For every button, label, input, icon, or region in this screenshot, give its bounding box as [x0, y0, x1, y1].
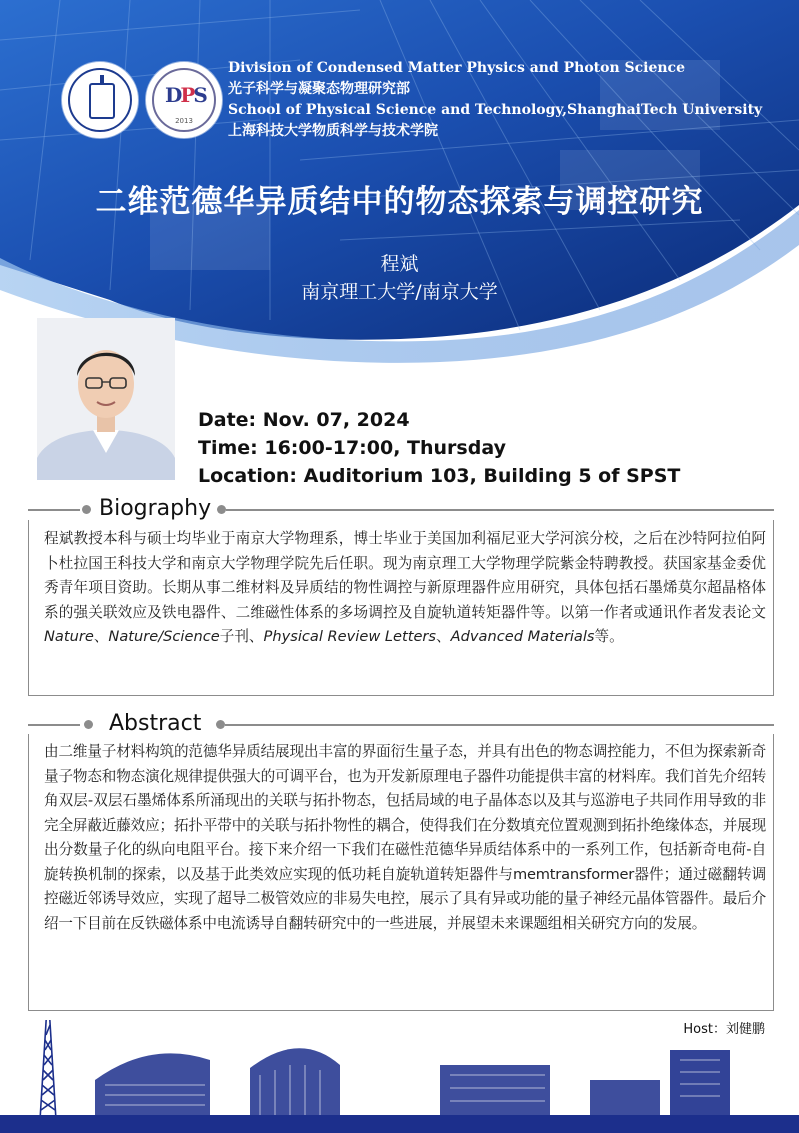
bio-bullet-right-icon [217, 505, 226, 514]
talk-date: Date: Nov. 07, 2024 [198, 409, 410, 431]
bio-journal-2: Nature/Science [108, 628, 220, 645]
talk-location: Location: Auditorium 103, Building 5 of SPST [198, 465, 681, 487]
speaker-name: 程斌 [380, 253, 419, 275]
bio-journal-4: Advanced Materials [450, 628, 595, 645]
bio-header-line-left [28, 509, 80, 511]
university-seal-logo [62, 62, 138, 138]
speaker-photo [37, 318, 175, 480]
dps-logo [146, 62, 222, 138]
dps-year: 2013 [175, 117, 193, 125]
header-banner [0, 0, 799, 370]
bio-sep-2: 、 [436, 628, 451, 645]
talk-title: 二维范德华异质结中的物态探索与调控研究 [95, 184, 704, 220]
bio-text-part-1: 程斌教授本科与硕士均毕业于南京大学物理系，博士毕业于美国加利福尼亚大学河滨分校，之后在沙特阿拉伯阿卜杜拉国王科技大学和南京大学物理学院先后任职。现为南京理工大学物理学院紫金特聘教授。获国家基金委优秀青年项目资助。长期从事二维材料及异质结的物性调控与新原理器件应用研究，具体包括石墨烯莫尔超晶格体系的强关联效应及铁电器件、二维磁性体系的多场调控及自旋轨道转矩器件等。以第一作者或通讯作者发表论文 [44, 530, 766, 621]
abstract-heading: Abstract [109, 711, 202, 736]
speaker-affiliation: 南京理工大学/南京大学 [301, 281, 498, 303]
dps-mark: DPS [165, 83, 206, 107]
abs-bullet-right-icon [216, 720, 225, 729]
talk-info [198, 406, 680, 490]
campus-skyline-icon [0, 1020, 799, 1133]
bio-text-part-3: 等。 [594, 628, 624, 645]
school-line-cn: 上海科技大学物质科学与技术学院 [228, 123, 438, 139]
bio-bullet-left-icon [82, 505, 91, 514]
seal-building-icon [89, 83, 115, 119]
bio-text-part-2: 子刊、 [219, 628, 264, 645]
host-label: Host：刘健鹏 [683, 1022, 765, 1037]
bio-journal-1: Nature [44, 628, 94, 645]
abs-header-line-left [28, 724, 80, 726]
department-block [228, 58, 762, 142]
abstract-text: 由二维量子材料构筑的范德华异质结展现出丰富的界面衍生量子态，并具有出色的物态调控能力，不但为探索新奇量子物态和物态演化规律提供强大的可调平台，也为开发新原理电子器件功能提供丰富的材料库。我们首先介绍转角双层-双层石墨烯体系所涌现出的关联与拓扑物态，包括局域的电子晶体态以及其与巡游电子共同作用导致的非完全屏蔽近藤效应；拓扑平带中的关联与拓扑物性的耦合，使得我们在分数填充位置观测到拓扑绝缘体态，并展现出分数量子化的纵向电阻平台。接下来介绍一下我们在磁性范德华异质结体系中的一系列工作，包括新奇电荷-自旋转换机制的探索，以及基于此类效应实现的低功耗自旋轨道转矩器件与memtransformer器件；通过磁翻转调控磁近邻诱导效应，实现了超导二极管效应的非易失电控，展示了具有异或功能的量子神经元晶体管器件。最后介绍一下目前在反铁磁体系中电流诱导自翻转研究中的一些进展，并展望未来课题组相关研究方向的发展。 [44, 743, 766, 932]
abs-header-line-right [225, 724, 774, 726]
dept-line-cn: 光子科学与凝聚态物理研究部 [228, 81, 410, 97]
bio-journal-3: Physical Review Letters [263, 628, 437, 645]
abs-bullet-left-icon [84, 720, 93, 729]
bio-sep-1: 、 [93, 628, 109, 645]
school-line-en: School of Physical Science and Technology,ShanghaiTech University [228, 102, 763, 118]
footer-skyline [0, 1020, 799, 1133]
bio-header-line-right [226, 509, 774, 511]
speaker-portrait-icon [37, 318, 175, 480]
biography-heading: Biography [99, 496, 212, 521]
biography-text [44, 527, 766, 650]
talk-time: Time: 16:00-17:00, Thursday [198, 437, 506, 459]
dept-line-en: Division of Condensed Matter Physics and Photon Science [228, 60, 685, 76]
